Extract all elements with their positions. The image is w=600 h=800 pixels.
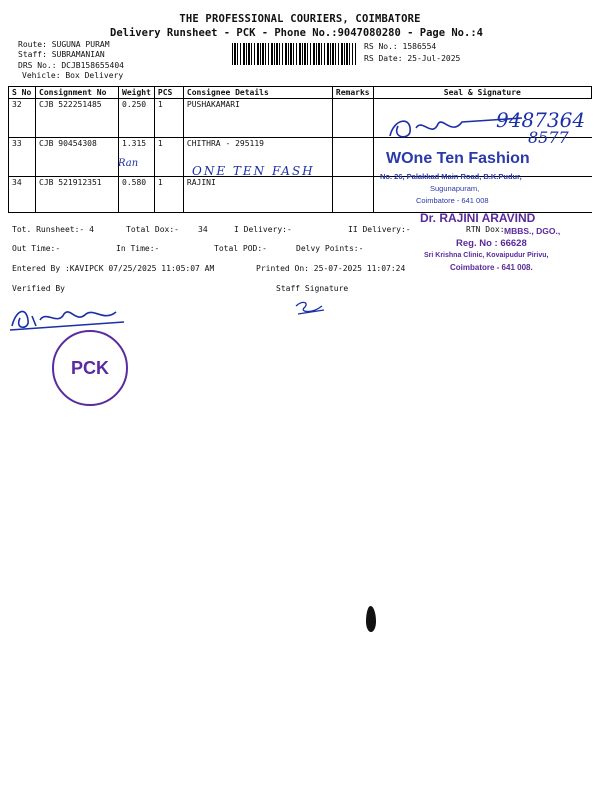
cell-remarks [332, 99, 373, 138]
shop-stamp-line1: No. 26, Palakkad Main Road, B.K.Pudur, [380, 172, 522, 181]
cell-consignment: CJB 521912351 [36, 177, 119, 213]
footer-staff-signature: Staff Signature [276, 284, 349, 293]
cell-pcs: 1 [154, 138, 183, 177]
footer-total-dox-value: 34 [198, 225, 208, 234]
footer-in-time: In Time:- [116, 244, 160, 253]
runsheet-subtitle: Delivery Runsheet - PCK - Phone No.:9047080280 - Page No.:4 [110, 27, 483, 39]
doctor-stamp-clinic: Sri Krishna Clinic, Kovaipudur Pirivu, [424, 252, 549, 259]
table-row [9, 177, 592, 213]
handwritten-row33-note: ONE TEN FASH [192, 164, 315, 178]
cell-weight: 0.250 [119, 99, 155, 138]
col-sno: S No [9, 87, 36, 99]
footer-total-pod: Total POD:- [214, 244, 267, 253]
footer-delvy-points: Delvy Points:- [296, 244, 364, 253]
staff-signature-scribble [292, 298, 332, 318]
footer-verified-by: Verified By [12, 284, 65, 293]
meta-drs: DRS No.: DCJB158655404 [18, 61, 124, 70]
col-weight: Weight [119, 87, 155, 99]
cell-consignee: PUSHAKAMARI [183, 99, 332, 138]
handwritten-small-note: Ran [118, 158, 139, 169]
footer-rtn-dox: RTN Dox: [466, 225, 505, 234]
cell-sno: 33 [9, 138, 36, 177]
cell-pcs: 1 [154, 99, 183, 138]
company-title: THE PROFESSIONAL COURIERS, COIMBATORE [179, 13, 421, 25]
doctor-stamp-degree: MBBS., DGO., [504, 226, 561, 236]
meta-route: Route: SUGUNA PURAM [18, 40, 110, 49]
meta-staff: Staff: SUBRAMANIAN [18, 50, 105, 59]
col-consignment: Consignment No [36, 87, 119, 99]
cell-consignment: CJB 522251485 [36, 99, 119, 138]
cell-weight: 0.580 [119, 177, 155, 213]
meta-rs-no: RS No.: 1586554 [364, 42, 437, 51]
cell-weight: 1.315 [119, 138, 155, 177]
footer-out-time: Out Time:- [12, 244, 61, 253]
col-remarks: Remarks [332, 87, 373, 99]
cell-pcs: 1 [154, 177, 183, 213]
barcode [232, 43, 356, 65]
pck-round-stamp: PCK [52, 330, 128, 406]
cell-sno: 32 [9, 99, 36, 138]
ink-blot [366, 606, 376, 632]
meta-rs-date: RS Date: 25-Jul-2025 [364, 54, 461, 63]
col-seal: Seal & Signature [373, 87, 591, 99]
cell-consignment: CJB 90454308 [36, 138, 119, 177]
shop-stamp-line2: Sugunapuram, [430, 184, 480, 193]
cell-remarks [332, 177, 373, 213]
cell-consignee: RAJINI [183, 177, 332, 213]
cell-consignee: CHITHRA - 295119 [183, 138, 332, 177]
footer-printed-on: Printed On: 25-07-2025 11:07:24 [256, 264, 406, 273]
doctor-stamp-name: Dr. RAJINI ARAVIND [420, 211, 536, 225]
cell-seal [373, 177, 591, 213]
col-consignee: Consignee Details [183, 87, 332, 99]
cell-remarks [332, 138, 373, 177]
handwritten-phone2: 8577 [528, 128, 569, 147]
doctor-stamp-reg: Reg. No : 66628 [456, 238, 527, 249]
verified-signature [6, 300, 136, 336]
footer-entered-by: Entered By :KAVIPCK 07/25/2025 11:05:07 AM [12, 264, 215, 273]
shop-stamp-name: WOne Ten Fashion [386, 150, 530, 167]
footer-ii-delivery: II Delivery:- [348, 225, 411, 234]
handwritten-phone: 9487364 [496, 108, 586, 132]
footer-i-delivery: I Delivery:- [234, 225, 292, 234]
footer-total-dox: Total Dox:- [126, 225, 179, 234]
col-pcs: PCS [154, 87, 183, 99]
cell-sno: 34 [9, 177, 36, 213]
doctor-stamp-city: Coimbatore - 641 008. [450, 263, 533, 272]
footer-tot-runsheet: Tot. Runsheet:- 4 [12, 225, 94, 234]
meta-vehicle: Vehicle: Box Delivery [22, 71, 124, 80]
table-header-row [9, 87, 592, 99]
shop-stamp-line3: Coimbatore - 641 008 [416, 196, 489, 205]
